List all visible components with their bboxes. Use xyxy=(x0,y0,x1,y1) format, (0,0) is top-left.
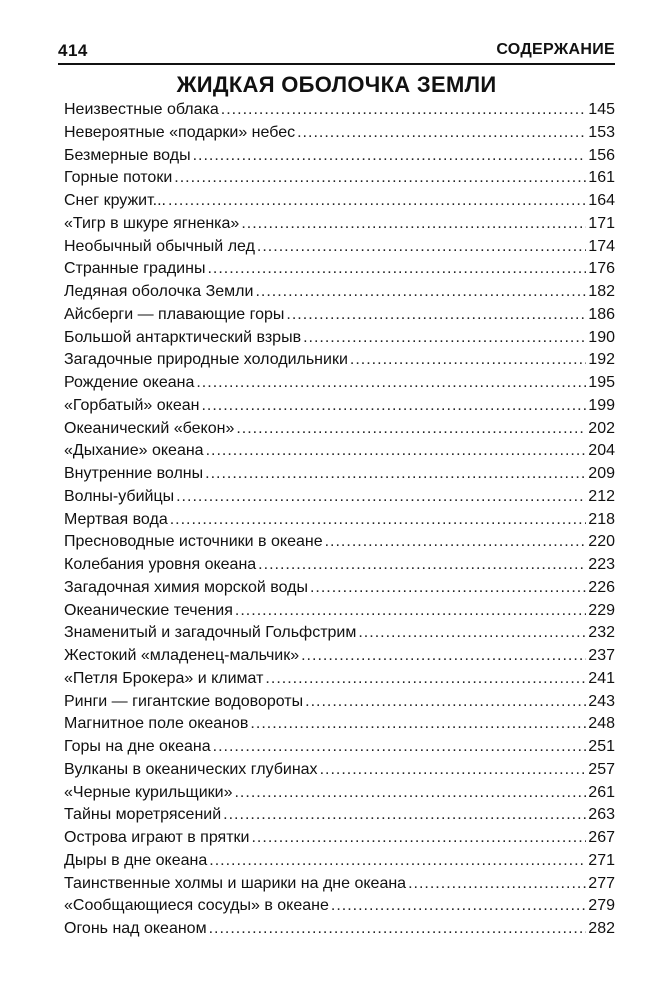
dot-leader xyxy=(209,920,587,938)
toc-entry-title: Большой антарктический взрыв xyxy=(64,328,302,346)
toc-entry-page: 190 xyxy=(588,328,615,346)
toc-entry-title: Ледяная оболочка Земли xyxy=(64,283,254,300)
toc-entry xyxy=(64,511,615,534)
toc-entry xyxy=(64,192,615,215)
toc-entry-title: Океанический «бекон» xyxy=(64,419,235,437)
toc-entry-page: 261 xyxy=(588,783,615,801)
toc-entry-page: 226 xyxy=(588,578,615,596)
dot-leader xyxy=(168,192,586,210)
toc-entry xyxy=(64,579,615,602)
dot-leader xyxy=(223,806,586,824)
toc-entry xyxy=(64,488,615,511)
toc-entry xyxy=(64,920,615,943)
dot-leader xyxy=(257,238,586,256)
toc-entry-page: 209 xyxy=(588,465,615,482)
toc-entry-page: 279 xyxy=(588,897,615,915)
dot-leader xyxy=(209,852,586,870)
toc-entry-title: Океанические течения xyxy=(64,601,233,619)
toc-entry xyxy=(64,169,615,192)
toc-entry xyxy=(64,533,615,556)
page-header xyxy=(58,37,615,65)
toc-entry-page: 241 xyxy=(588,669,615,687)
page-number: 414 xyxy=(58,41,88,60)
toc-entry xyxy=(64,442,615,465)
toc-entry-title: Волны-убийцы xyxy=(64,487,175,505)
toc-entry-page: 164 xyxy=(588,192,615,209)
dot-leader xyxy=(320,761,587,779)
toc-entry xyxy=(64,329,615,352)
dot-leader xyxy=(305,693,586,711)
toc-entry xyxy=(64,374,615,397)
toc-entry xyxy=(64,852,615,875)
dot-leader xyxy=(207,260,586,278)
toc-entry-title: Безмерные воды xyxy=(64,146,191,164)
toc-entry-page: 145 xyxy=(588,101,615,118)
toc-entry-title: Пресноводные источники в океане xyxy=(64,533,323,551)
toc-entry-page: 232 xyxy=(588,624,615,642)
dot-leader xyxy=(265,670,586,688)
toc-entry-title: Мертвая вода xyxy=(64,510,168,528)
toc-entry xyxy=(64,670,615,693)
toc-entry xyxy=(64,715,615,738)
toc-entry-title: Вулканы в океанических глубинах xyxy=(64,760,318,778)
toc-entry-page: 223 xyxy=(588,556,615,573)
toc-entry-title: «Сообщающиеся сосуды» в океане xyxy=(64,897,329,915)
toc-entry-page: 161 xyxy=(588,169,615,187)
dot-leader xyxy=(221,101,587,119)
toc-entry-page: 174 xyxy=(588,237,615,255)
dot-leader xyxy=(301,647,586,665)
toc-entry-title: Рождение океана xyxy=(64,374,195,391)
toc-entry-title: Огонь над океаном xyxy=(64,920,207,937)
toc-entry xyxy=(64,124,615,147)
toc-entry-title: Таинственные холмы и шарики на дне океана xyxy=(64,874,407,892)
toc-entry-title: Загадочные природные холодильники xyxy=(64,351,348,369)
toc-entry-title: Ринги — гигантские водовороты xyxy=(64,692,304,710)
dot-leader xyxy=(358,624,586,642)
dot-leader xyxy=(331,897,586,915)
toc-entry-title: Дыры в дне океана xyxy=(64,851,208,869)
toc-entry xyxy=(64,215,615,238)
dot-leader xyxy=(196,374,586,392)
toc-entry-page: 243 xyxy=(588,692,615,710)
dot-leader xyxy=(258,556,586,574)
toc-entry-title: «Черные курильщики» xyxy=(64,783,233,801)
toc-entry xyxy=(64,260,615,283)
dot-leader xyxy=(176,488,586,506)
toc-entry-title: Горы на дне океана xyxy=(64,738,211,755)
toc-entry xyxy=(64,761,615,784)
toc-entry-title: Айсберги — плавающие горы xyxy=(64,305,285,323)
toc-entry-title: Тайны моретрясений xyxy=(64,806,222,824)
toc-entry xyxy=(64,624,615,647)
toc-entry xyxy=(64,101,615,124)
toc-entry-page: 218 xyxy=(588,510,615,528)
toc-entry-title: «Горбатый» океан xyxy=(64,396,200,414)
toc-entry-title: «Дыхание» океана xyxy=(64,442,204,460)
toc-entry-page: 153 xyxy=(588,123,615,141)
toc-entry-page: 282 xyxy=(588,920,615,937)
dot-leader xyxy=(201,397,586,415)
toc-entry-title: Снег кружит... xyxy=(64,192,166,209)
toc-entry-title: Жестокий «младенец-мальчик» xyxy=(64,647,300,664)
toc-entry-page: 220 xyxy=(588,533,615,551)
toc-entry-title: Неизвестные облака xyxy=(64,101,219,118)
toc-entry-page: 182 xyxy=(588,283,615,300)
toc-entry-title: Горные потоки xyxy=(64,169,173,187)
toc-entry xyxy=(64,147,615,170)
toc-entry-title: Знаменитый и загадочный Гольфстрим xyxy=(64,624,357,642)
dot-leader xyxy=(250,715,586,733)
toc-entry-title: Колебания уровня океана xyxy=(64,556,257,573)
toc-entry-page: 204 xyxy=(588,442,615,460)
toc-entry-page: 202 xyxy=(588,419,615,437)
dot-leader xyxy=(408,875,586,893)
toc-entry xyxy=(64,306,615,329)
toc-entry-title: Внутренние волны xyxy=(64,465,204,482)
toc-entry-page: 195 xyxy=(588,374,615,391)
toc-entry xyxy=(64,647,615,670)
dot-leader xyxy=(255,283,586,301)
dot-leader xyxy=(205,465,586,483)
toc-entry-page: 271 xyxy=(588,851,615,869)
toc-entry-page: 257 xyxy=(588,760,615,778)
toc-entry xyxy=(64,693,615,716)
dot-leader xyxy=(350,351,586,369)
toc-entry-page: 237 xyxy=(588,647,615,664)
dot-leader xyxy=(234,784,586,802)
toc-entry xyxy=(64,738,615,761)
table-of-contents xyxy=(64,101,615,943)
toc-entry-page: 229 xyxy=(588,601,615,619)
toc-entry-title: Магнитное поле океанов xyxy=(64,715,249,733)
toc-entry xyxy=(64,397,615,420)
toc-entry xyxy=(64,875,615,898)
dot-leader xyxy=(213,738,587,756)
dot-leader xyxy=(236,420,586,438)
running-head: СОДЕРЖАНИЕ xyxy=(496,41,615,58)
dot-leader xyxy=(310,579,586,597)
toc-entry-title: Загадочная химия морской воды xyxy=(64,578,308,596)
toc-entry xyxy=(64,784,615,807)
toc-entry-page: 171 xyxy=(588,214,615,232)
dot-leader xyxy=(174,169,586,187)
toc-entry-page: 267 xyxy=(588,829,615,846)
dot-leader xyxy=(297,124,586,142)
toc-entry-page: 186 xyxy=(588,305,615,323)
toc-entry-page: 156 xyxy=(588,146,615,164)
toc-entry-page: 263 xyxy=(588,806,615,824)
toc-entry xyxy=(64,283,615,306)
toc-entry xyxy=(64,602,615,625)
dot-leader xyxy=(303,329,586,347)
toc-entry-page: 277 xyxy=(588,874,615,892)
toc-entry-title: Необычный обычный лед xyxy=(64,237,255,255)
dot-leader xyxy=(251,829,586,847)
toc-entry xyxy=(64,556,615,579)
dot-leader xyxy=(286,306,586,324)
toc-entry xyxy=(64,829,615,852)
dot-leader xyxy=(170,511,587,529)
dot-leader xyxy=(206,442,587,460)
dot-leader xyxy=(193,147,587,165)
toc-entry-page: 192 xyxy=(588,351,615,369)
dot-leader xyxy=(325,533,587,551)
toc-entry-page: 212 xyxy=(588,487,615,505)
toc-entry-title: Невероятные «подарки» небес xyxy=(64,123,296,141)
toc-entry-title: Острова играют в прятки xyxy=(64,829,250,846)
toc-entry xyxy=(64,465,615,488)
dot-leader xyxy=(235,602,586,620)
toc-entry-title: «Тигр в шкуре ягненка» xyxy=(64,214,240,232)
toc-entry-page: 251 xyxy=(588,738,615,755)
toc-entry xyxy=(64,238,615,261)
toc-entry-page: 176 xyxy=(588,260,615,278)
toc-entry-page: 199 xyxy=(588,396,615,414)
toc-entry xyxy=(64,806,615,829)
dot-leader xyxy=(241,215,586,233)
toc-entry-page: 248 xyxy=(588,715,615,733)
toc-entry-title: «Петля Брокера» и климат xyxy=(64,669,264,687)
section-title: ЖИДКАЯ ОБОЛОЧКА ЗЕМЛИ xyxy=(176,72,497,97)
toc-entry xyxy=(64,897,615,920)
toc-entry xyxy=(64,420,615,443)
toc-entry-title: Странные градины xyxy=(64,260,206,278)
toc-entry xyxy=(64,351,615,374)
